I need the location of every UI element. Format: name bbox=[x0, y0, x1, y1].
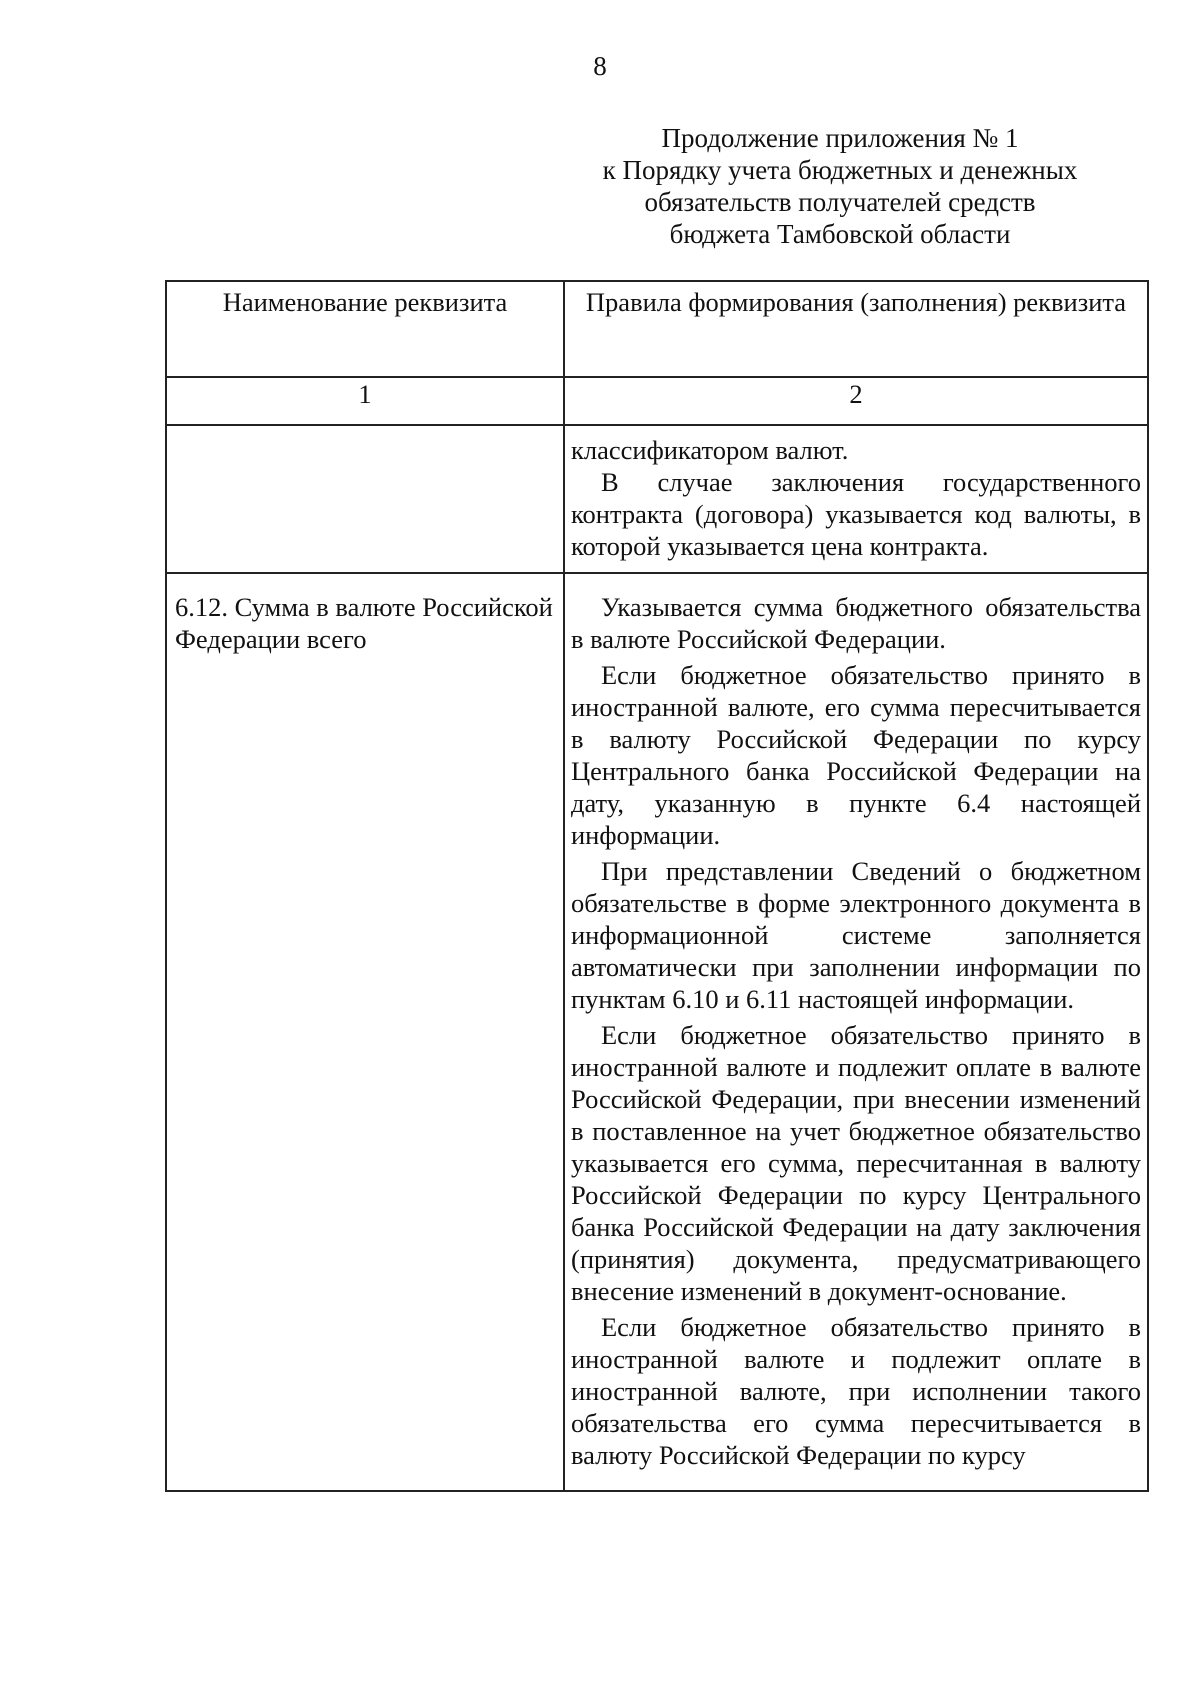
appendix-header bbox=[560, 122, 1120, 250]
rule-paragraph: Если бюджетное обязательство принято в иностранной валюте, его сумма пересчитывается в валюту Российской Федерации по курсу Центрального банка Российской Федерации на дату, указанную в пункте 6.4 настоящей информации. bbox=[571, 660, 1141, 850]
requisite-rules-cell bbox=[564, 425, 1148, 573]
appendix-header-line: Продолжение приложения № 1 bbox=[661, 123, 1019, 153]
rule-paragraph: При представлении Сведений о бюджетном обязательстве в форме электронного документа в информационной системе заполняется автоматически при заполнении информации по пунктам 6.10 и 6.11 настоящей информации. bbox=[571, 856, 1141, 1014]
column-header-name: Наименование реквизита bbox=[166, 281, 564, 377]
appendix-header-line: бюджета Тамбовской области bbox=[669, 219, 1011, 249]
requisite-rules-cell bbox=[564, 573, 1148, 1491]
rule-paragraph: классификатором валют. bbox=[571, 435, 849, 465]
appendix-header-line: к Порядку учета бюджетных и денежных bbox=[602, 155, 1078, 185]
requisites-table bbox=[165, 280, 1149, 1492]
column-number-2: 2 bbox=[564, 377, 1148, 425]
rule-paragraph: Если бюджетное обязательство принято в иностранной валюте и подлежит оплате в иностранной валюте, при исполнении такого обязательства его сумма пересчитывается в валюту Российской Федерации по курсу bbox=[571, 1312, 1141, 1470]
appendix-header-line: обязательств получателей средств bbox=[644, 187, 1036, 217]
column-header-rules: Правила формирования (заполнения) реквизита bbox=[564, 281, 1148, 377]
rule-paragraph: Если бюджетное обязательство принято в иностранной валюте и подлежит оплате в валюте Российской Федерации, при внесении изменений в поставленное на учет бюджетное обязательство указывается его сумма, пересчитанная в валюту Российской Федерации по курсу Центрального банка Российской Федерации на дату заключения (принятия) документа, предусматривающего внесение изменений в документ-основание. bbox=[571, 1020, 1141, 1306]
column-number-row bbox=[166, 377, 1148, 425]
column-number-1: 1 bbox=[166, 377, 564, 425]
page-number: 8 bbox=[593, 51, 607, 81]
table-row bbox=[166, 573, 1148, 1491]
rule-paragraph: В случае заключения государственного контракта (договора) указывается код валюты, в которой указывается цена контракта. bbox=[571, 467, 1141, 561]
table-header-row bbox=[166, 281, 1148, 377]
requisite-name-cell: 6.12. Сумма в валюте Российской Федерации всего bbox=[166, 573, 564, 1491]
requisite-name-cell bbox=[166, 425, 564, 573]
table-row bbox=[166, 425, 1148, 573]
rule-paragraph: Указывается сумма бюджетного обязательства в валюте Российской Федерации. bbox=[571, 592, 1141, 654]
